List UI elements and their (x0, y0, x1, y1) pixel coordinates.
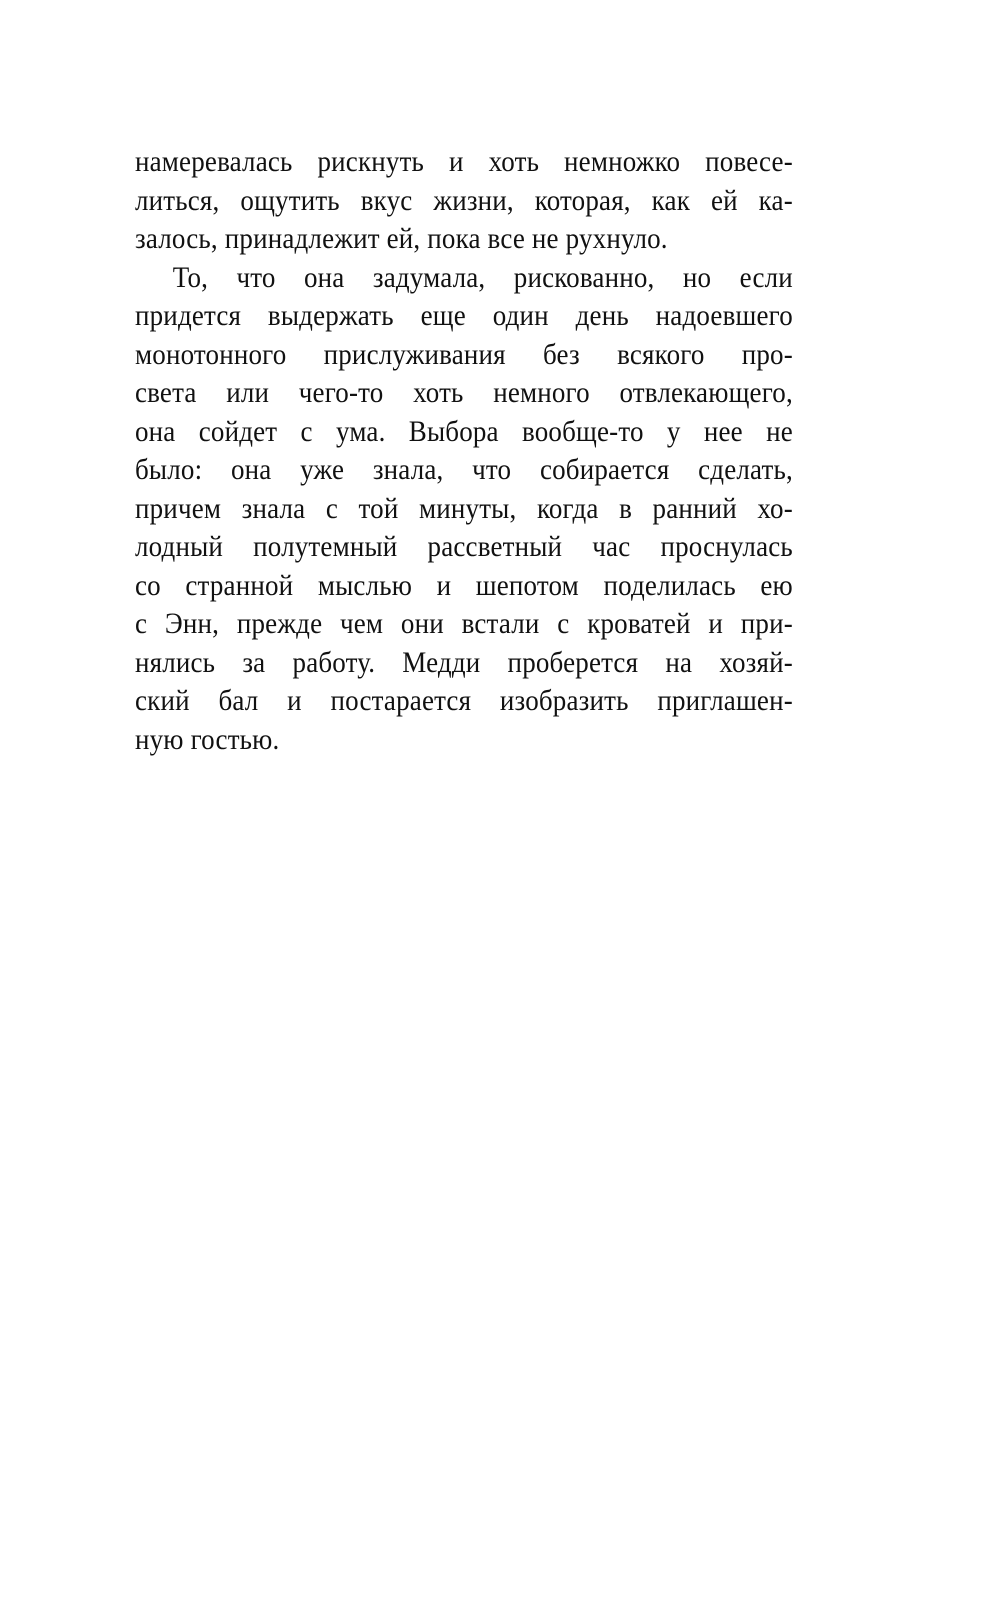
text-line: с Энн, прежде чем они встали с кроватей и при- (135, 607, 793, 640)
text-line: нялись за работу. Медди проберется на хозяй- (135, 645, 793, 679)
text-line: со странной мыслью и шепотом поделилась ею (135, 568, 793, 602)
paragraph-2 (135, 259, 793, 760)
text-line: лодный полутемный рассветный час проснулась (135, 530, 793, 563)
text-line: ский бал и постарается изобразить приглашен- (135, 684, 793, 717)
text-line: То, что она задумала, рискованно, но если (172, 260, 793, 294)
body-text (135, 143, 793, 759)
text-line: причем знала с той минуты, когда в ранний хо- (135, 491, 793, 525)
text-line: она сойдет с ума. Выбора вообще-то у нее не (135, 414, 793, 448)
text-line: намеревалась рискнуть и хоть немножко повесе- (135, 145, 793, 178)
text-line: залось, принадлежит ей, пока все не рухнуло. (135, 222, 668, 255)
paragraph-1 (135, 143, 793, 259)
text-line: было: она уже знала, что собирается сделать, (135, 453, 793, 486)
text-line: придется выдержать еще один день надоевшего (135, 299, 793, 332)
text-line: литься, ощутить вкус жизни, которая, как ей ка- (135, 183, 793, 217)
text-line: света или чего-то хоть немного отвлекающего, (135, 376, 793, 409)
text-line: монотонного прислуживания без всякого про- (135, 337, 793, 371)
text-line: ную гостью. (135, 722, 280, 756)
